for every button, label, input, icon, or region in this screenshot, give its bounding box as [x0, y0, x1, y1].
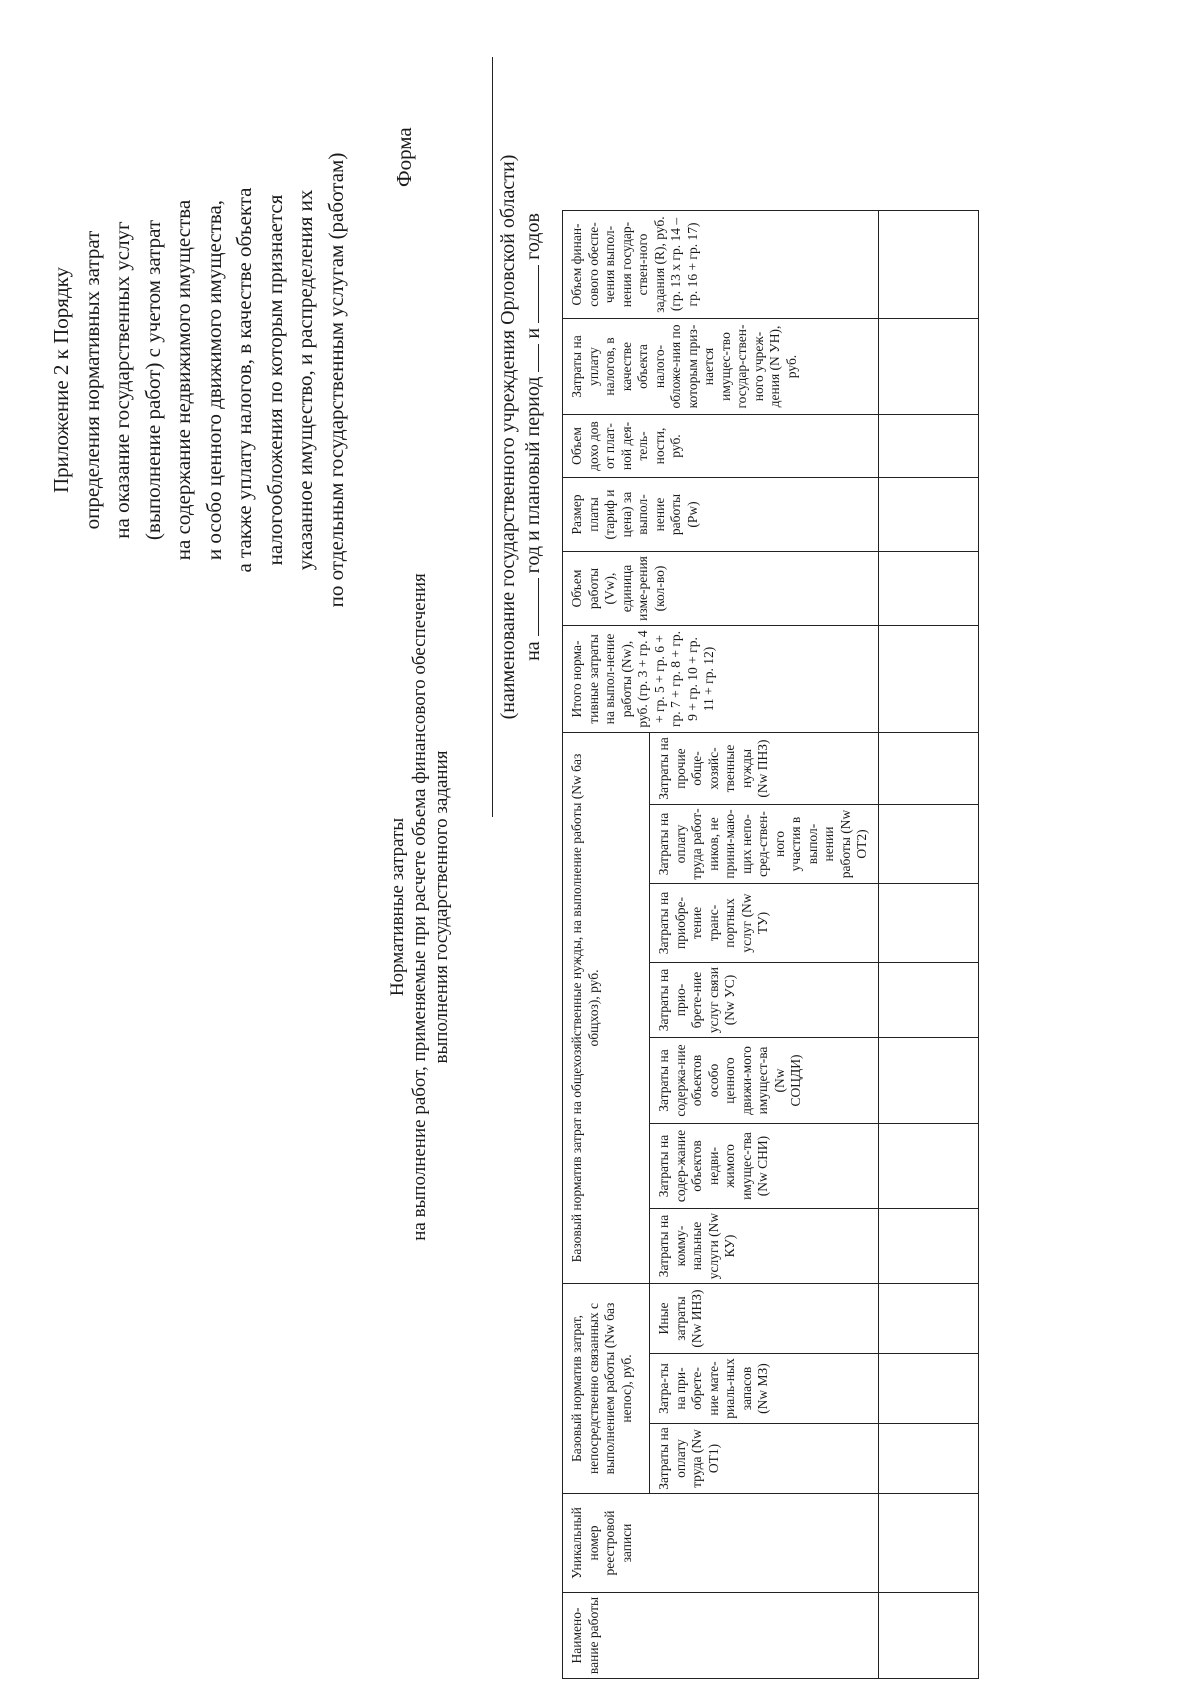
table-cell: [879, 211, 979, 319]
table-cell: [879, 963, 979, 1038]
table-cell: [879, 1593, 979, 1679]
table-cell: [879, 626, 979, 733]
annex-line: (выполнение работ) с учетом затрат: [140, 219, 165, 541]
table-cell: [879, 805, 979, 884]
col-header-movable-property: Затраты на содержа-ние объектов особо ценного движи-мого имущест-ва (Nw СОЦДИ): [650, 1038, 879, 1124]
table-cell: [879, 733, 979, 805]
col-header-work-name: Наимено-вание работы: [563, 1593, 879, 1679]
annex-line: на содержание недвижимого имущества: [171, 199, 195, 561]
table-cell: [879, 1209, 979, 1284]
col-header-direct-labor: Затраты на оплату труда (Nw ОТ1): [650, 1424, 879, 1494]
annex-line: по отдельным государственным услугам (работам): [323, 152, 348, 608]
title-line: на выполнение работ, применяемые при расчете объема финансового обеспечения: [409, 573, 430, 1241]
table-cell: [879, 1354, 979, 1424]
col-header-communications: Затраты на прио-брете-ние услуг связи (Nw УС): [650, 963, 879, 1038]
table-cell: [879, 1424, 979, 1494]
cost-table: [562, 210, 979, 1679]
year-blank: [520, 344, 539, 372]
col-header-total: Итого норма-тивные затраты на выпол-нение работы (Nw), руб. (гр. 3 + гр. 4 + гр. 5 + гр. 6 + гр. 7 + гр. 8 + гр. 9 + гр. 10 + гр. 11 + гр. 12): [563, 626, 879, 733]
col-header-taxes: Затраты на уплату налогов, в качестве объекта налого-обложе-ния по которым приз-нается имущес-тво государ-ствен-ного учреж-дения (N УН), руб.: [563, 319, 879, 415]
table-cell: [879, 884, 979, 963]
period-mid: год и плановый период: [522, 376, 544, 574]
annex-line: налогообложения по которым признается: [262, 194, 287, 566]
annex-header: [46, 70, 351, 690]
table-cell: [879, 1494, 979, 1593]
col-header-transport: Затраты на приобре-тение транс-портных услуг (Nw ТУ): [650, 884, 879, 963]
group-header-general-costs: Базовый норматив затрат на общехозяйственные нужды, на выполнение работы (Nw баз общхоз), руб.: [563, 733, 650, 1284]
title-line: Нормативные затраты: [387, 817, 408, 997]
annex-line: Приложение 2 к Порядку: [49, 266, 73, 494]
col-header-volume: Объем работы (Vw), единица изме-рения (кол-во): [563, 552, 879, 626]
group-header-direct-costs: Базовый норматив затрат, непосредственно связанных с выполнением работы (Nw баз непос), руб.: [563, 1284, 650, 1494]
year-blank: [520, 265, 539, 323]
table-cell: [879, 1038, 979, 1124]
col-header-utilities: Затраты на комму-нальные услуги (Nw КУ): [650, 1209, 879, 1284]
document-title: [387, 537, 453, 1277]
col-header-funding: Объем финан-сового обеспе-чения выпол-нения государ-ствен-ного задания (R), руб. (гр. 13 х гр. 14 – гр. 16 + гр. 17): [563, 211, 879, 319]
annex-line: на оказание государственных услуг: [110, 221, 134, 539]
col-header-income: Объем дохо дов от плат-ной дея-тель-ности, руб.: [563, 415, 879, 478]
col-header-other-general: Затраты на прочие обще-хозяйс-твенные нужды (Nw ПНЗ): [650, 733, 879, 805]
col-header-direct-other: Иные затраты (Nw ИНЗ): [650, 1284, 879, 1354]
form-label: Форма: [392, 127, 416, 187]
table-cell: [879, 319, 979, 415]
annex-line: указанное имущество, и распределения их: [293, 189, 317, 571]
title-line: выполнения государственного задания: [431, 750, 452, 1064]
table-cell: [879, 1124, 979, 1209]
year-blank: [520, 578, 539, 636]
period-suffix: годов: [522, 213, 544, 260]
institution-name-line: [492, 57, 493, 817]
period-and: и: [522, 327, 544, 339]
annex-line: и особо ценного движимого имущества,: [201, 199, 226, 561]
annex-line: определения нормативных затрат: [79, 230, 104, 530]
col-header-registry-number: Уникальный номер реестровой записи: [563, 1494, 879, 1593]
table-cell: [879, 552, 979, 626]
table-cell: [879, 478, 979, 552]
col-header-indirect-labor: Затраты на оплату труда работ-ников, не прини-маю-щих непо-сред-ствен-ного участия в выпол-нении работы (Nw ОТ2): [650, 805, 879, 884]
institution-block: [492, 57, 546, 817]
table-cell: [879, 1284, 979, 1354]
col-header-real-estate: Затраты на содер-жание объектов недви-жимого имущес-тва (Nw СНИ): [650, 1124, 879, 1209]
period-prefix: на: [522, 641, 544, 661]
table-cell: [879, 415, 979, 478]
col-header-direct-materials: Затра-ты на при-обрете-ние мате-риаль-ных запасов (Nw МЗ): [650, 1354, 879, 1424]
annex-line: а также уплату налогов, в качестве объекта: [232, 187, 256, 573]
table-row: [879, 211, 979, 1679]
col-header-fee: Размер платы (тариф и цена) за выпол-нение работы (Pw): [563, 478, 879, 552]
institution-caption: (наименование государственного учреждения Орловской области): [497, 154, 519, 720]
period-line: [520, 57, 546, 817]
